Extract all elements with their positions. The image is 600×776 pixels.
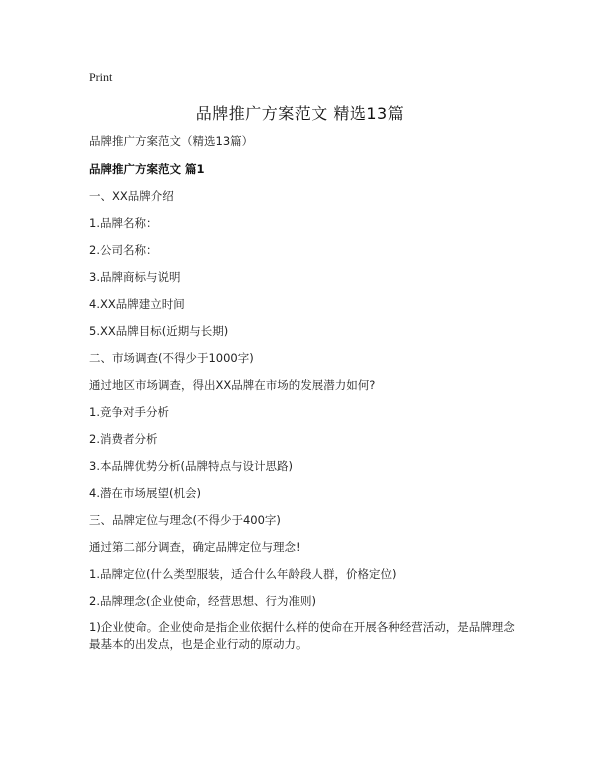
- text-line: 3.品牌商标与说明: [89, 270, 181, 284]
- section-heading: 品牌推广方案范文 篇1: [89, 162, 205, 176]
- final-paragraph: 1)企业使命。企业使命是指企业依据什么样的使命在开展各种经营活动，是品牌理念最基本的出发点，也是企业行动的原动力。: [89, 620, 515, 651]
- text-line: 1.竞争对手分析: [89, 405, 169, 419]
- text-line: 3.本品牌优势分析(品牌特点与设计思路): [89, 459, 293, 473]
- text-line: 三、品牌定位与理念(不得少于400字): [89, 513, 281, 527]
- text-line: 2.消费者分析: [89, 432, 158, 446]
- text-line: 通过地区市场调查，得出XX品牌在市场的发展潜力如何?: [89, 378, 376, 392]
- text-line: 4.潜在市场展望(机会): [89, 486, 201, 500]
- text-line: 5.XX品牌目标(近期与长期): [89, 324, 229, 338]
- text-line: 1.品牌名称：: [89, 216, 158, 230]
- document-subtitle: 品牌推广方案范文（精选13篇）: [89, 134, 254, 148]
- text-line: 2.品牌理念(企业使命，经营思想、行为准则): [89, 594, 316, 608]
- text-line: 一、XX品牌介绍: [89, 189, 174, 203]
- text-line: 4.XX品牌建立时间: [89, 297, 185, 311]
- document-title: 品牌推广方案范文 精选13篇: [195, 104, 405, 123]
- text-line: 1.品牌定位(什么类型服装，适合什么年龄段人群，价格定位): [89, 567, 397, 581]
- text-line: 二、市场调查(不得少于1000字): [89, 351, 254, 365]
- print-label: Print: [89, 70, 113, 84]
- text-line: 2.公司名称：: [89, 243, 158, 257]
- text-line: 通过第二部分调查，确定品牌定位与理念!: [89, 540, 301, 554]
